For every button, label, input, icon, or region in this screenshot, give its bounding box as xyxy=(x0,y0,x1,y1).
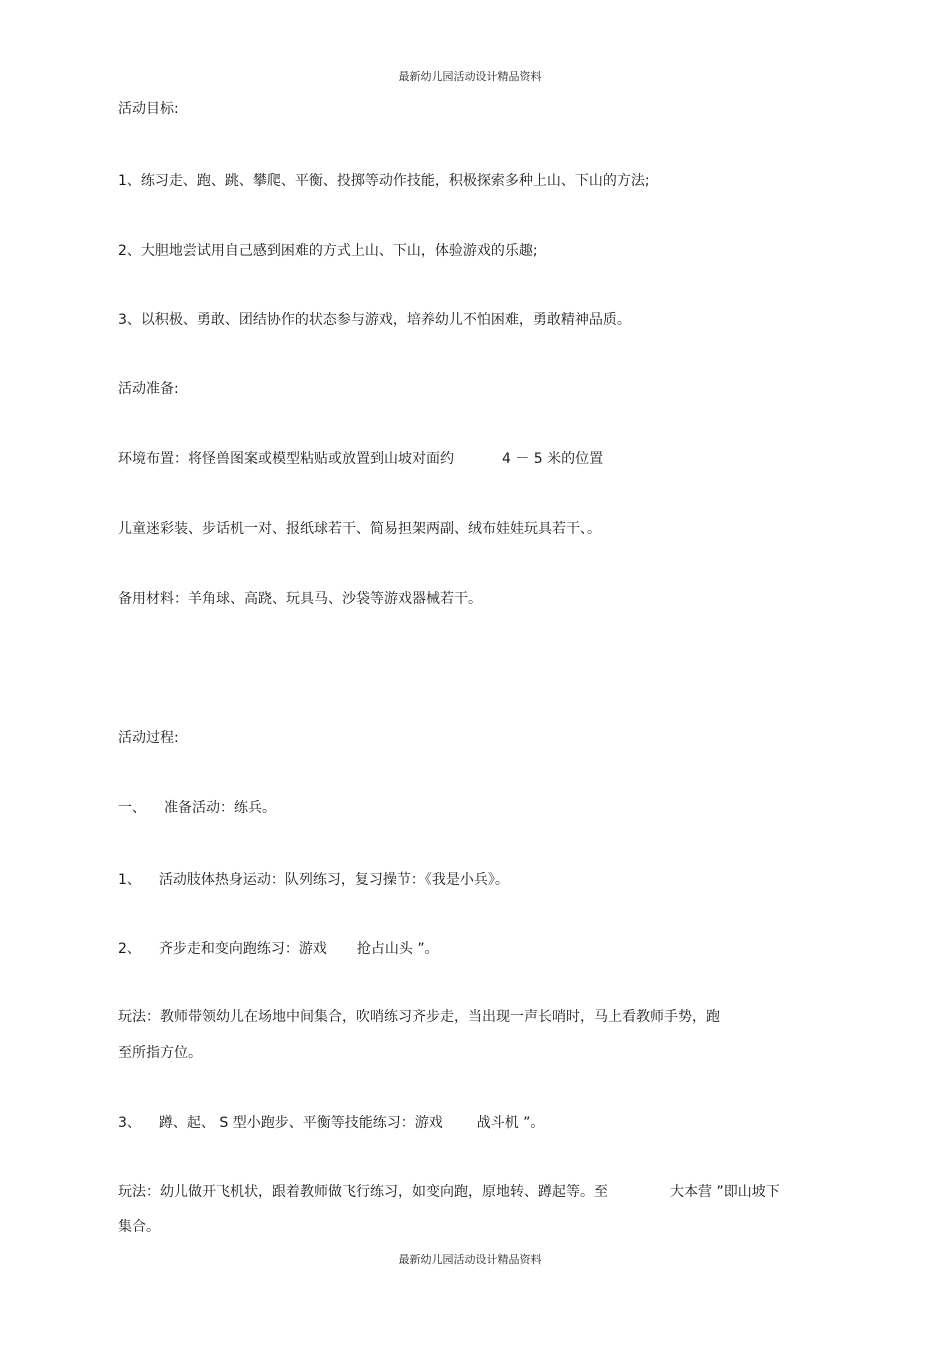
goal-2: 2、大胆地尝试用自己感到困难的方式上山、下山，体验游戏的乐趣; xyxy=(118,243,538,259)
item-3 xyxy=(118,1114,544,1132)
item-3-game: 战斗机 ”。 xyxy=(476,1115,545,1131)
goal-3: 3、以积极、勇敢、团结协作的状态参与游戏，培养幼儿不怕困难，勇敢精神品质。 xyxy=(118,312,631,328)
item-2-number: 2、 xyxy=(118,941,141,957)
goals-heading: 活动目标: xyxy=(118,101,179,117)
item-2 xyxy=(118,940,439,958)
item-2-text: 齐步走和变向跑练习：游戏 xyxy=(158,941,327,957)
environment-text: 环境布置：将怪兽图案或模型粘贴或放置到山坡对面约 xyxy=(118,451,454,467)
step-1-text: 准备活动：练兵。 xyxy=(164,800,276,816)
step-1-number: 一、 xyxy=(118,800,146,816)
play-2-text: 玩法：幼儿做开飞机状，跟着教师做飞行练习，如变向跑，原地转、蹲起等。至 xyxy=(118,1184,608,1200)
play-2-basecamp: 大本营 ”即山坡下 xyxy=(670,1184,780,1200)
environment-setup xyxy=(118,450,603,468)
page-header: 最新幼儿园活动设计精品资料 xyxy=(398,70,542,83)
item-3-text: 蹲、起、 S 型小跑步、平衡等技能练习：游戏 xyxy=(158,1115,443,1131)
play-1-line-1: 玩法：教师带领幼儿在场地中间集合，吹哨练习齐步走，当出现一声长哨时，马上看教师手势，跑 xyxy=(118,1009,720,1025)
play-1-line-2: 至所指方位。 xyxy=(118,1045,202,1061)
play-2-line-2: 集合。 xyxy=(118,1219,160,1235)
item-1 xyxy=(118,871,509,889)
goal-1: 1、练习走、跑、跳、攀爬、平衡、投掷等动作技能，积极探索多种上山、下山的方法; xyxy=(118,173,650,189)
materials-list: 儿童迷彩装、步话机一对、报纸球若干、简易担架两副、绒布娃娃玩具若干、。 xyxy=(118,521,601,537)
environment-distance: 4 － 5 米的位置 xyxy=(502,451,604,467)
item-2-game: 抢占山头 ”。 xyxy=(356,941,439,957)
backup-materials: 备用材料：羊角球、高跷、玩具马、沙袋等游戏器械若干。 xyxy=(118,591,482,607)
item-3-number: 3、 xyxy=(118,1115,141,1131)
item-1-text: 活动肢体热身运动：队列练习，复习操节：《我是小兵》。 xyxy=(158,872,509,888)
play-2-line-1 xyxy=(118,1183,780,1201)
step-1 xyxy=(118,799,276,817)
item-1-number: 1、 xyxy=(118,872,141,888)
page-footer: 最新幼儿园活动设计精品资料 xyxy=(398,1253,542,1266)
process-heading: 活动过程: xyxy=(118,730,179,746)
prep-heading: 活动准备: xyxy=(118,381,179,397)
